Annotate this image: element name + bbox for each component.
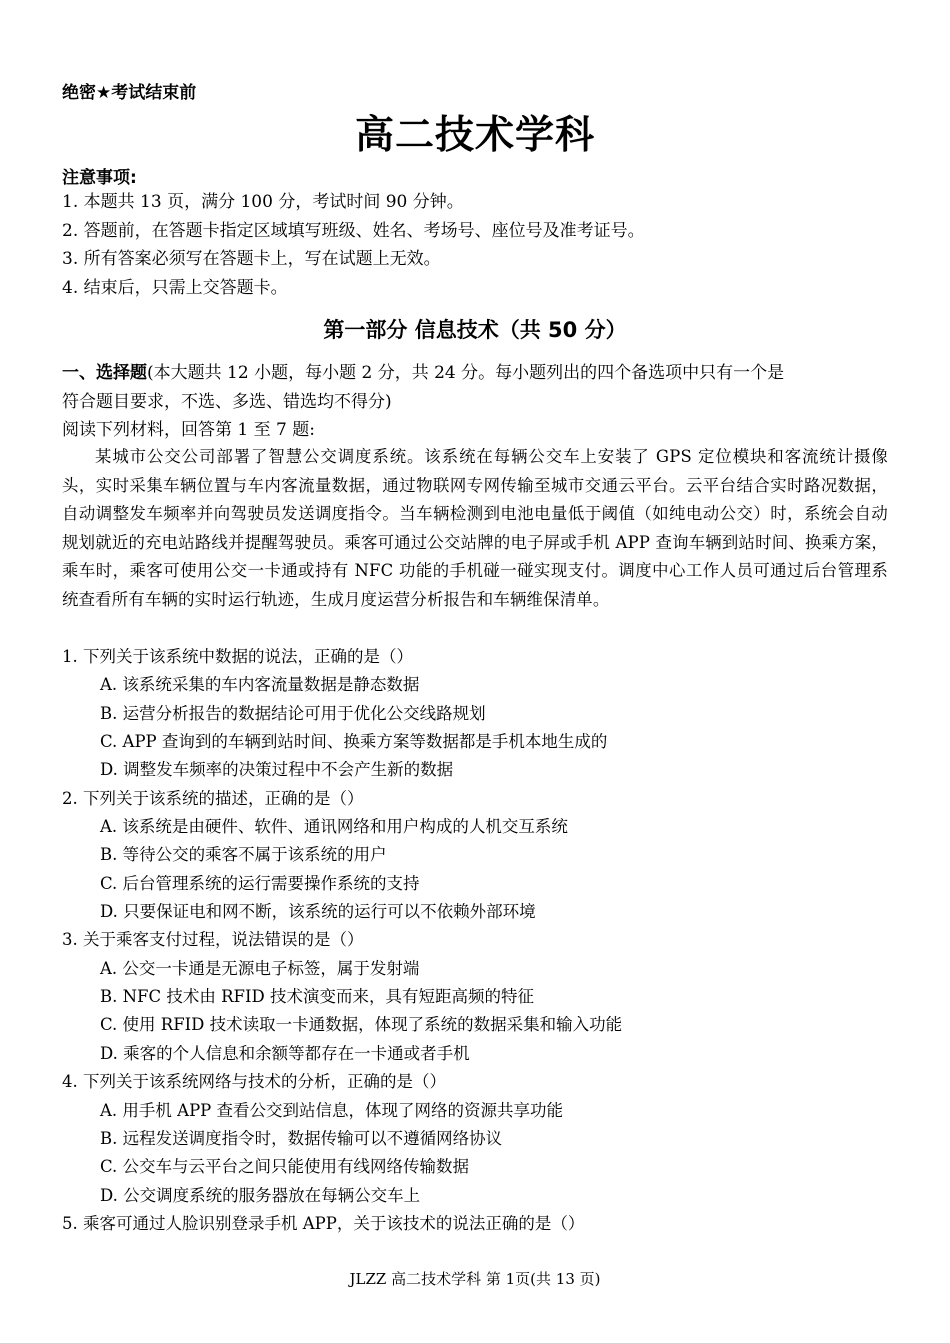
question-stem: 2. 下列关于该系统的描述，正确的是（） [62,788,364,808]
option-a: A. 用手机 APP 查看公交到站信息，体现了网络的资源共享功能 [100,1100,564,1120]
read-instruction: 阅读下列材料，回答第 1 至 7 题: [62,420,315,440]
question-list [62,643,902,1238]
section-desc-cont: 符合题目要求，不选、多选、错选均不得分) [62,391,392,412]
option-c: C. 使用 RFID 技术读取一卡通数据，体现了系统的数据采集和输入功能 [100,1015,623,1035]
option-a: A. 该系统采集的车内客流量数据是静态数据 [100,675,420,695]
option-b: B. 等待公交的乘客不属于该系统的用户 [100,845,387,865]
option-a: A. 公交一卡通是无源电子标签，属于发射端 [100,958,420,978]
section-intro [62,359,902,445]
option-d: D. 调整发车频率的决策过程中不会产生新的数据 [100,760,454,780]
reading-material: 某城市公交公司部署了智慧公交调度系统。该系统在每辆公交车上安装了 GPS 定位模块和客流统计摄像头，实时采集车辆位置与车内客流量数据，通过物联网专网传输至城市交通云平台。云平台结合实时路况数据，自动调整发车频率并向驾驶员发送调度指令。当车辆检测到电池电量低于阈值（如纯电动公交）时，系统会自动规划就近的充电站路线并提醒驾驶员。乘客可通过公交站牌的电子屏或手机 APP 查询车辆到站时间、换乘方案，乘车时，乘客可使用公交一卡通或持有 NFC 功能的手机碰一碰实现支付。调度中心工作人员可通过后台管理系统查看所有车辆的实时运行轨迹，生成月度运营分析报告和车辆维保清单。 [62,447,888,609]
notice-heading: 注意事项: [62,168,137,188]
option-c: C. 后台管理系统的运行需要操作系统的支持 [100,873,420,893]
option-d: D. 乘客的个人信息和余额等都存在一卡通或者手机 [100,1043,470,1063]
option-c: C. 公交车与云平台之间只能使用有线网络传输数据 [100,1157,470,1177]
page-title: 高二技术学科 [354,113,595,158]
secret-label: 绝密★考试结束前 [62,83,197,103]
option-d: D. 公交调度系统的服务器放在每辆公交车上 [100,1185,421,1205]
notice-item: 1. 本题共 13 页，满分 100 分，考试时间 90 分钟。 [62,192,464,212]
question-stem: 5. 乘客可通过人脸识别登录手机 APP，关于该技术的说法正确的是（） [62,1213,585,1233]
notice-item: 3. 所有答案必须写在答题卡上，写在试题上无效。 [62,249,441,269]
notice-list [62,188,645,302]
part-title: 第一部分 信息技术（共 50 分） [323,318,627,342]
question-stem: 4. 下列关于该系统网络与技术的分析，正确的是（） [62,1072,446,1092]
option-d: D. 只要保证电和网不断，该系统的运行可以不依赖外部环境 [100,902,536,922]
notice-item: 4. 结束后，只需上交答题卡。 [62,277,288,298]
option-a: A. 该系统是由硬件、软件、通讯网络和用户构成的人机交互系统 [100,817,568,837]
option-b: B. NFC 技术由 RFID 技术演变而来，具有短距高频的特征 [100,987,534,1007]
option-b: B. 远程发送调度指令时，数据传输可以不遵循网络协议 [100,1128,503,1148]
question-stem: 1. 下列关于该系统中数据的说法，正确的是（） [62,647,413,666]
notice-item: 2. 答题前，在答题卡指定区域填写班级、姓名、考场号、座位号及准考证号。 [62,220,645,241]
question-stem: 3. 关于乘客支付过程，说法错误的是（） [62,930,364,950]
option-c: C. APP 查询到的车辆到站时间、换乘方案等数据都是手机本地生成的 [100,732,608,752]
section-desc: (本大题共 12 小题，每小题 2 分，共 24 分。每小题列出的四个备选项中只有一个是 [147,363,785,383]
option-b: B. 运营分析报告的数据结论可用于优化公交线路规划 [100,703,486,723]
section-label: 一、选择题 [62,363,147,383]
page-footer: JLZZ 高二技术学科 第 1页(共 13 页) [349,1270,601,1288]
